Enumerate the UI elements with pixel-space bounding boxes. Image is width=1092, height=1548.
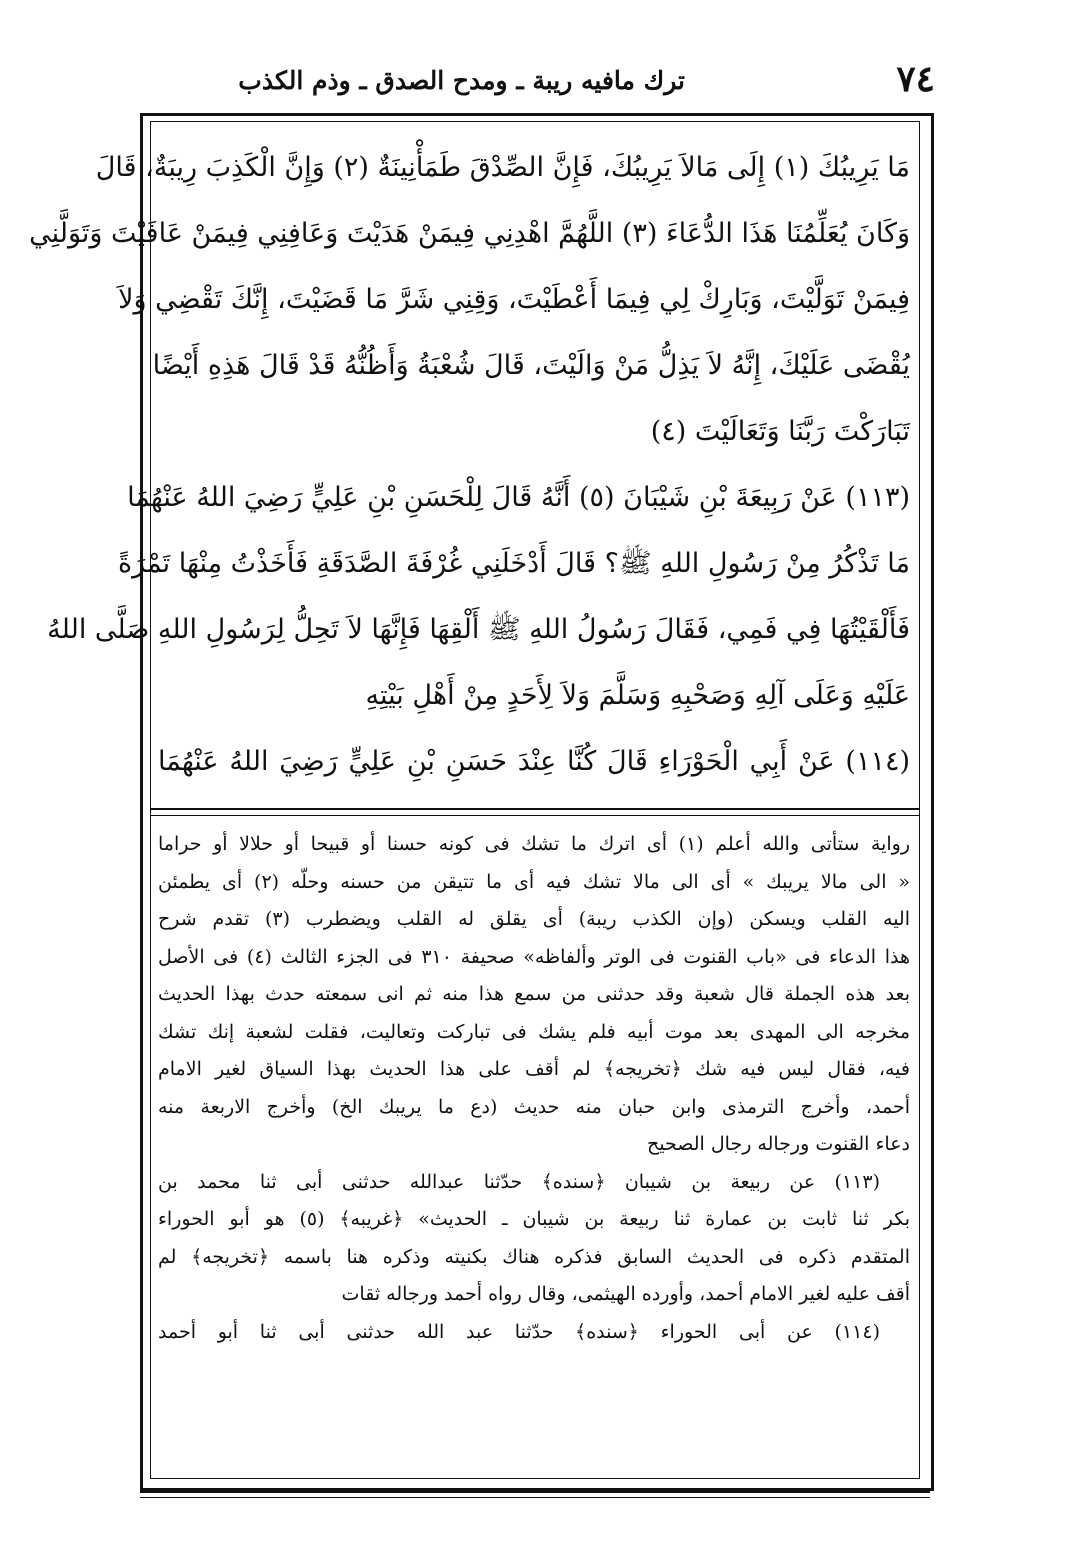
footnote-line: « الى مالا يريبك » أى الى مالا تشك فيه أى ما تتيقن من حسنه وحلّه (٢) أى يطمئن — [158, 870, 911, 893]
footnote-line: اليه القلب ويسكن (وإن الكذب ريبة) أى يقلق له القلب ويضطرب (٣) تقدم شرح — [158, 908, 910, 930]
main-text — [29, 135, 910, 795]
bottom-rule-thin — [140, 1497, 930, 1498]
footnote-line: (١١٣) عن ربيعة بن شيبان ﴿سنده﴾ حدّثنا عبدالله حدثنى أبى ثنا محمد بن — [158, 1170, 880, 1193]
main-line: وَكَانَ يُعَلِّمُنَا هَذَا الدُّعَاءَ (٣) اللَّهُمَّ اهْدِنِي فِيمَنْ هَدَيْتَ وَعَافِنِي فِيمَنْ عَافَيْتَ وَتَوَلَّنِي — [29, 218, 910, 249]
footnote-line: بكر ثنا ثابت بن عمارة ثنا ربيعة بن شيبان ـ الحديث» ﴿غريبه﴾ (٥) هو أبو الحوراء — [158, 1208, 910, 1230]
footnotes — [158, 826, 910, 1351]
page-header — [135, 58, 935, 108]
main-line: عَلَيْهِ وَعَلَى آلِهِ وَصَحْبِهِ وَسَلَّمَ وَلاَ لِأَحَدٍ مِنْ أَهْلِ بَيْتِهِ — [365, 680, 910, 711]
footnote-line: دعاء القنوت ورجاله رجال الصحيح — [647, 1133, 910, 1155]
running-title: ترك مافيه ريبة ـ ومدح الصدق ـ وذم الكذب — [238, 66, 685, 95]
footnote-separator-thin — [150, 815, 920, 816]
footnote-separator — [150, 808, 920, 810]
bottom-rule — [140, 1490, 930, 1493]
footnote-line: فيه، فقال ليس فيه شك ﴿تخريجه﴾ لم أقف على هذا الحديث بهذا السياق لغير الامام — [158, 1058, 910, 1080]
main-line: مَا يَرِيبُكَ (١) إِلَى مَالاَ يَرِيبُكَ، فَإِنَّ الصِّدْقَ طَمَأْنِينَةٌ (٢) وَإِنَّ الْكَذِبَ رِيبَةٌ، قَالَ — [95, 152, 910, 183]
main-line: فَأَلْقَيْتُهَا فِي فَمِي، فَقَالَ رَسُولُ اللهِ ﷺ أَلْقِهَا فَإِنَّهَا لاَ تَحِلُّ لِرَسُولِ اللهِ صَلَّى اللهُ — [47, 614, 910, 645]
main-line: مَا تَذْكُرُ مِنْ رَسُولِ اللهِ ﷺ؟ قَالَ أَدْخَلَنِي غُرْفَةَ الصَّدَقَةِ فَأَخَذْتُ مِنْهَا تَمْرَةً — [118, 548, 910, 579]
footnote-line: رواية ستأتى والله أعلم (١) أى اترك ما تشك فى كونه حسنا أو قبيحا أو حلالا أو حراما — [158, 833, 910, 855]
main-line: يُقْضَى عَلَيْكَ، إِنَّهُ لاَ يَذِلُّ مَنْ وَالَيْتَ، قَالَ شُعْبَةُ وَأَظُنُّهُ قَدْ قَالَ هَذِهِ أَيْضًا — [152, 350, 910, 381]
main-line: (١١٣) عَنْ رَبِيعَةَ بْنِ شَيْبَانَ (٥) أَنَّهُ قَالَ لِلْحَسَنِ بْنِ عَلِيٍّ رَضِيَ اللهُ عَنْهُمَا — [127, 482, 910, 513]
footnote-line: أحمد، وأخرج الترمذى وابن حبان منه حديث (دع ما يريبك الخ) وأخرج الاربعة منه — [158, 1095, 910, 1118]
footnote-line: (١١٤) عن أبى الحوراء ﴿سنده﴾ حدّثنا عبد الله حدثنى أبى ثنا أبو أحمد — [158, 1320, 880, 1343]
main-line: تَبَارَكْتَ رَبَّنَا وَتَعَالَيْتَ (٤) — [650, 416, 910, 447]
footnote-line: أقف عليه لغير الامام أحمد، وأورده الهيثمى، وقال رواه أحمد ورجاله ثقات — [341, 1283, 910, 1305]
page-number: ٧٤ — [896, 58, 935, 100]
footnote-line: بعد هذه الجملة قال شعبة وقد حدثنى من سمع هذا منه ثم انى سمعته حدث بهذا الحديث — [158, 983, 910, 1005]
main-line: (١١٤) عَنْ أَبِي الْحَوْرَاءِ قَالَ كُنَّا عِنْدَ حَسَنِ بْنِ عَلِيٍّ رَضِيَ اللهُ عَنْهُمَا — [158, 746, 910, 777]
footnote-line: هذا الدعاء فى «باب القنوت فى الوتر وألفاظه» صحيفة ٣١٠ فى الجزء الثالث (٤) فى الأصل — [158, 945, 910, 968]
main-line: فِيمَنْ تَوَلَّيْتَ، وَبَارِكْ لِي فِيمَا أَعْطَيْتَ، وَقِنِي شَرَّ مَا قَضَيْتَ، إِنَّكَ تَقْضِي وَلاَ — [118, 284, 910, 315]
footnote-line: مخرجه الى المهدى بعد موت أبيه فلم يشك فى تباركت وتعاليت، فقلت لشعبة إنك تشك — [158, 1020, 910, 1043]
footnote-line: المتقدم ذكره فى الحديث السابق فذكره هناك بكنيته وذكره هنا باسمه ﴿تخريجه﴾ لم — [158, 1245, 910, 1268]
